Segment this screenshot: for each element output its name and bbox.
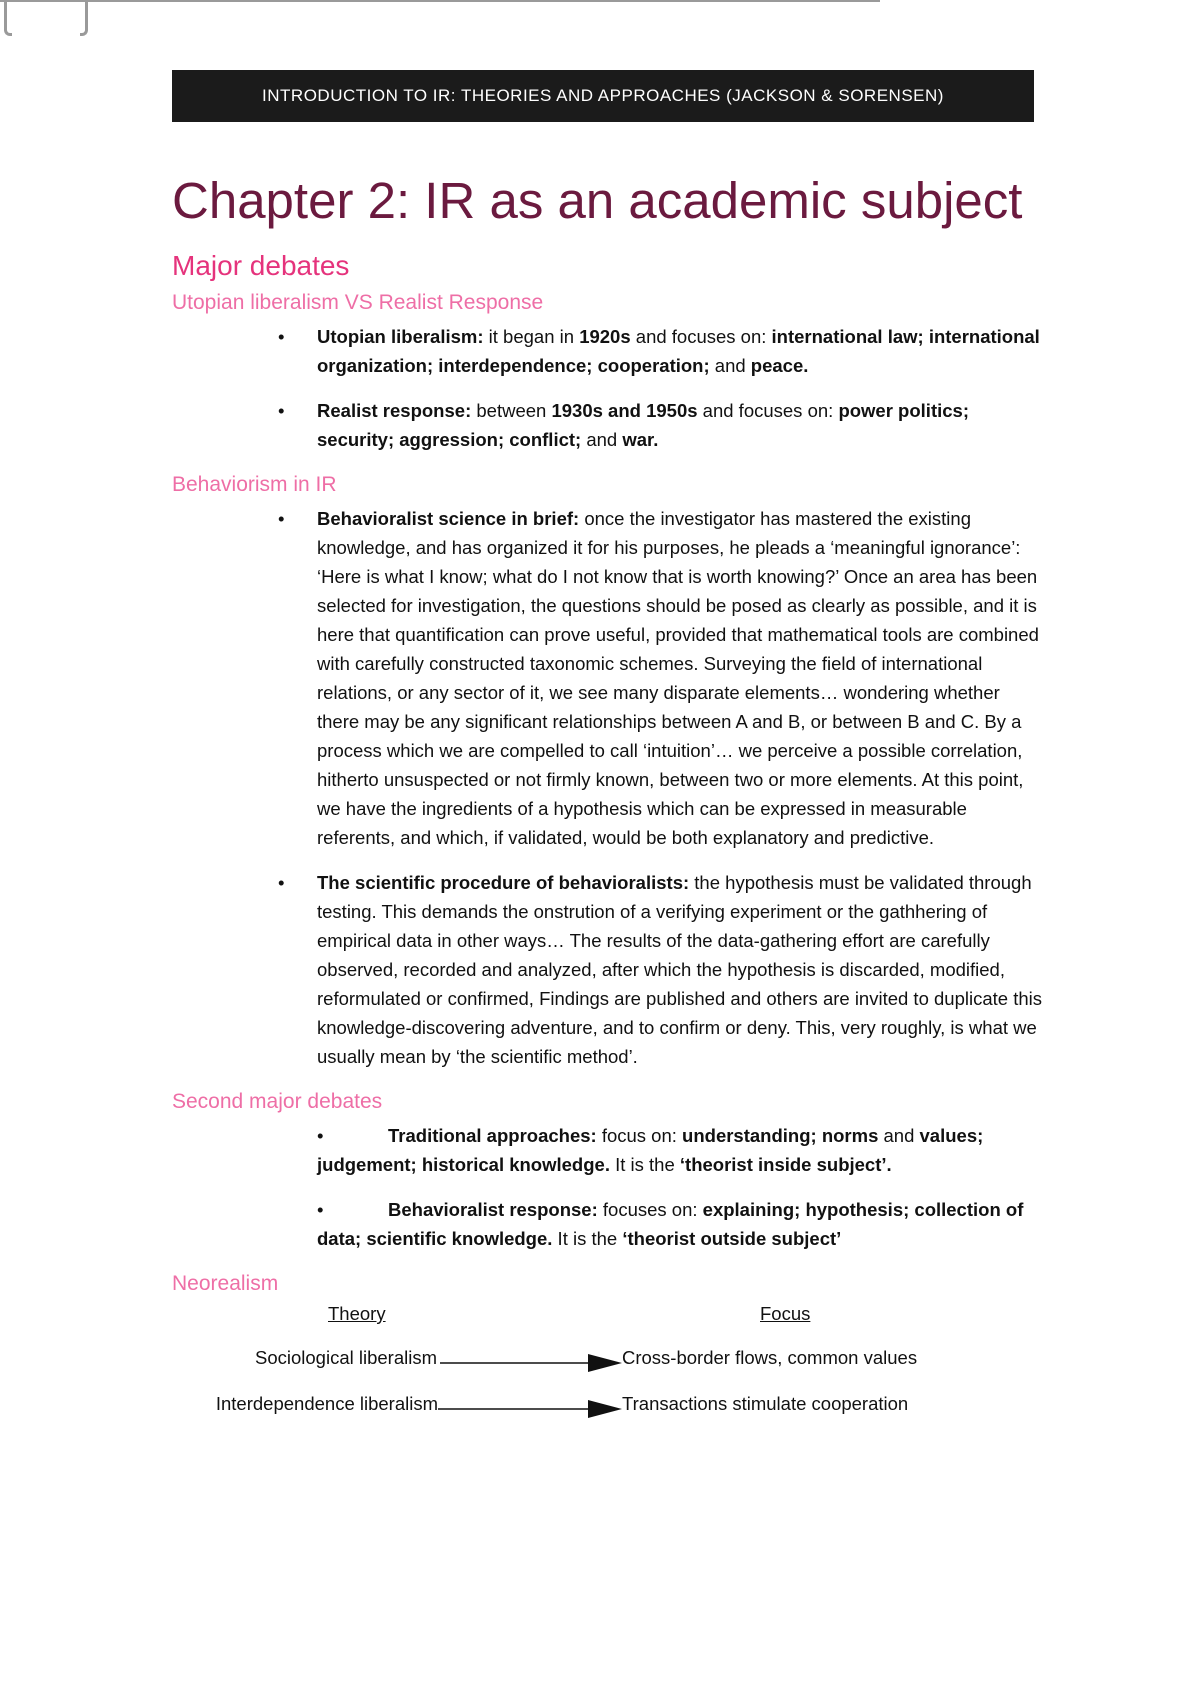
body-text: and focuses on: xyxy=(630,326,772,347)
bold-text: 1920s xyxy=(579,326,631,347)
list-item xyxy=(172,1121,1042,1179)
bold-text: 1930s and 1950s xyxy=(551,400,698,421)
list-item xyxy=(172,504,1042,852)
subheading-behaviorism: Behaviorism in IR xyxy=(172,473,337,496)
subheading-utopian-vs-realist: Utopian liberalism VS Realist Response xyxy=(172,291,544,314)
bold-text: The scientific procedure of behavioralists: xyxy=(317,872,690,893)
table-row xyxy=(172,1393,1042,1423)
list-item xyxy=(172,322,1042,380)
theory-label: Interdependence liberalism xyxy=(215,1393,438,1414)
subheading-second-major-debates: Second major debates xyxy=(172,1090,383,1113)
focus-label: Cross-border flows, common values xyxy=(622,1347,918,1368)
bold-text: power politics; security; aggression; conflict; xyxy=(317,400,969,450)
subheading-neorealism: Neorealism xyxy=(172,1272,279,1295)
bullet-icon: • xyxy=(278,508,285,529)
body-text: focus on: xyxy=(596,1125,683,1146)
bold-text: international law; international organization; interdependence; cooperation; xyxy=(317,326,1040,376)
body-text: It is the xyxy=(552,1228,623,1249)
bold-text: explaining; hypothesis; collection of data; scientific knowledge. xyxy=(317,1199,1024,1249)
bullet-icon: • xyxy=(317,1199,324,1220)
body-text: once the investigator has mastered the existing knowledge, and has organized it for his purposes, he pleads a ‘meaningful ignorance’: ‘Here is what I know; what do I not know that is worth knowing?’ Once an area has been selected for investigation, the questions should be posed as clearly as possible, and it is here that quantification can prove useful, provided that mathematical tools are combined with carefully constructed taxonomic schemes. Surveying the field of international relations, or any sector of it, we see many disparate elements… wondering whether there may be any significant relationships between A and B, or between B and C. By a process which we are compelled to call ‘intuition’… we perceive a possible correlation, hitherto unsuspected or not firmly known, between two or more elements. At this point, we have the ingredients of a hypothesis which can be expressed in measurable referents, and which, if validated, would be both explanatory and predictive. xyxy=(317,508,1039,848)
body-text: between xyxy=(471,400,552,421)
theory-label: Sociological liberalism xyxy=(255,1347,437,1368)
focus-label: Transactions stimulate cooperation xyxy=(622,1393,909,1414)
bold-text: war. xyxy=(622,429,659,450)
list-item xyxy=(172,1195,1042,1253)
body-text: It is the xyxy=(609,1154,680,1175)
body-text: and xyxy=(581,429,623,450)
bullet-icon: • xyxy=(278,872,285,893)
right-bracket-mark xyxy=(80,0,88,36)
bold-text: ‘theorist outside subject’ xyxy=(622,1228,842,1249)
body-text: and xyxy=(878,1125,920,1146)
neorealism-theory-focus-table xyxy=(172,1303,1042,1463)
bold-text: understanding; norms xyxy=(682,1125,879,1146)
body-text: focuses on: xyxy=(597,1199,703,1220)
column-header-focus: Focus xyxy=(760,1303,811,1324)
bold-text: values; judgement; historical knowledge. xyxy=(317,1125,984,1175)
bullet-icon: • xyxy=(278,400,285,421)
bold-text: Traditional approaches: xyxy=(388,1125,597,1146)
document-body xyxy=(172,168,1042,1463)
column-header-theory: Theory xyxy=(328,1303,386,1324)
bold-text: Behavioralist response: xyxy=(388,1199,598,1220)
list-item xyxy=(172,396,1042,454)
bold-text: Realist response: xyxy=(317,400,472,421)
bold-text: ‘theorist inside subject’. xyxy=(679,1154,892,1175)
left-bracket-mark xyxy=(4,0,12,36)
bullet-icon: • xyxy=(278,326,285,347)
right-arrow-icon xyxy=(440,1353,622,1373)
table-row xyxy=(172,1347,1042,1377)
bold-text: peace. xyxy=(750,355,809,376)
bold-text: Behavioralist science in brief: xyxy=(317,508,580,529)
behaviorism-bullet-list xyxy=(172,504,1042,1071)
section-heading-major-debates: Major debates xyxy=(172,250,350,281)
body-text: it began in xyxy=(483,326,580,347)
utopian-bullet-list xyxy=(172,322,1042,454)
body-text: the hypothesis must be validated through testing. This demands the onstrution of a verifying experiment or the gathhering of empirical data in other ways… The results of the data-gathering effort are carefully observed, recorded and analyzed, after which the hypothesis is discarded, modified, reformulated or confirmed, Findings are published and others are invited to duplicate this knowledge-discovering adventure, and to confirm or deny. This, very roughly, is what we usually mean by ‘the scientific method’. xyxy=(317,872,1042,1067)
right-arrow-icon xyxy=(438,1399,622,1419)
bullet-icon: • xyxy=(317,1125,324,1146)
body-text: and focuses on: xyxy=(697,400,839,421)
page-top-border xyxy=(0,0,880,2)
second-debates-bullet-list xyxy=(172,1121,1042,1253)
document-header-title: INTRODUCTION TO IR: THEORIES AND APPROACHES (JACKSON & SORENSEN) xyxy=(262,86,944,105)
list-item xyxy=(172,868,1042,1071)
body-text: and xyxy=(709,355,751,376)
bold-text: Utopian liberalism: xyxy=(317,326,484,347)
document-header-bar xyxy=(172,70,1034,122)
chapter-title: Chapter 2: IR as an academic subject xyxy=(172,172,1023,229)
